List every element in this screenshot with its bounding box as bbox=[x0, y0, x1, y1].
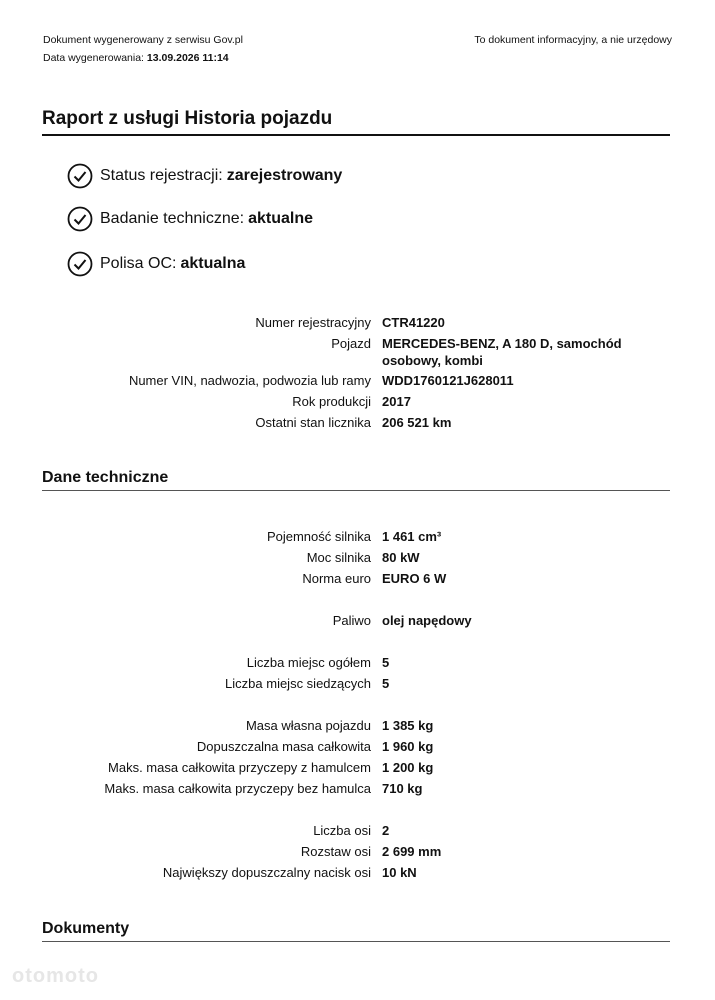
info-label: Liczba osi bbox=[313, 823, 371, 838]
info-value: WDD1760121J628011 bbox=[382, 373, 514, 388]
info-value: 5 bbox=[382, 655, 390, 670]
info-value: 1 200 kg bbox=[382, 760, 434, 775]
info-value: 1 385 kg bbox=[382, 718, 434, 733]
info-label: Norma euro bbox=[302, 571, 371, 586]
header-left bbox=[43, 31, 243, 67]
section-heading-documents: Dokumenty bbox=[42, 920, 670, 942]
info-label: Numer rejestracyjny bbox=[255, 315, 371, 330]
check-circle-icon bbox=[67, 206, 93, 232]
status-value: aktualna bbox=[180, 255, 246, 272]
info-label: Rozstaw osi bbox=[300, 844, 371, 859]
status-value: aktualne bbox=[248, 210, 314, 227]
info-value: 206 521 km bbox=[382, 415, 452, 430]
date-label: Data wygenerowania: bbox=[43, 52, 144, 64]
status-inspection bbox=[67, 206, 313, 232]
status-label: Status rejestracji: bbox=[100, 167, 223, 184]
watermark-logo: otomoto bbox=[12, 965, 99, 987]
info-label: Dopuszczalna masa całkowita bbox=[196, 739, 371, 754]
info-label: Pojemność silnika bbox=[266, 529, 371, 544]
info-value: 10 kN bbox=[382, 865, 417, 880]
info-value: 1 960 kg bbox=[382, 739, 434, 754]
date-value: 13.09.2026 11:14 bbox=[146, 52, 229, 64]
info-value: CTR41220 bbox=[382, 315, 445, 330]
info-label: Paliwo bbox=[332, 613, 371, 628]
info-value: 2 bbox=[382, 823, 390, 838]
info-label: Rok produkcji bbox=[292, 394, 371, 409]
info-label: Liczba miejsc ogółem bbox=[246, 655, 371, 670]
info-label: Maks. masa całkowita przyczepy z hamulcem bbox=[108, 760, 371, 775]
check-circle-icon bbox=[67, 251, 93, 277]
page-title: Raport z usługi Historia pojazdu bbox=[42, 108, 670, 136]
info-label: Ostatni stan licznika bbox=[255, 415, 371, 430]
notice-text: To dokument informacyjny, a nie urzędowy bbox=[474, 34, 672, 46]
info-label: Maks. masa całkowita przyczepy bez hamulca bbox=[104, 781, 371, 796]
status-registration bbox=[67, 163, 342, 189]
source-text: Dokument wygenerowany z serwisu Gov.pl bbox=[43, 34, 243, 46]
info-value: 80 kW bbox=[382, 550, 420, 565]
info-label: Pojazd bbox=[331, 336, 371, 351]
info-label: Największy dopuszczalny nacisk osi bbox=[162, 865, 371, 880]
section-heading-technical: Dane techniczne bbox=[42, 469, 670, 491]
info-value: 2017 bbox=[382, 394, 411, 409]
check-circle-icon bbox=[67, 163, 93, 189]
status-label: Badanie techniczne: bbox=[100, 210, 245, 227]
info-value: 1 461 cm³ bbox=[382, 529, 442, 544]
info-label: Masa własna pojazdu bbox=[245, 718, 371, 733]
info-value: MERCEDES-BENZ, A 180 D, samochód osobowy, kombi bbox=[382, 336, 622, 368]
info-label: Numer VIN, nadwozia, podwozia lub ramy bbox=[128, 373, 371, 388]
info-label: Moc silnika bbox=[306, 550, 371, 565]
info-value: 2 699 mm bbox=[382, 844, 442, 859]
info-value: 710 kg bbox=[382, 781, 423, 796]
info-value: EURO 6 W bbox=[382, 571, 447, 586]
info-value: olej napędowy bbox=[382, 613, 472, 628]
status-insurance bbox=[67, 251, 245, 277]
generation-date bbox=[43, 49, 243, 67]
info-value: 5 bbox=[382, 676, 390, 691]
status-label: Polisa OC: bbox=[100, 255, 177, 272]
info-label: Liczba miejsc siedzących bbox=[225, 676, 371, 691]
status-value: zarejestrowany bbox=[226, 167, 343, 184]
